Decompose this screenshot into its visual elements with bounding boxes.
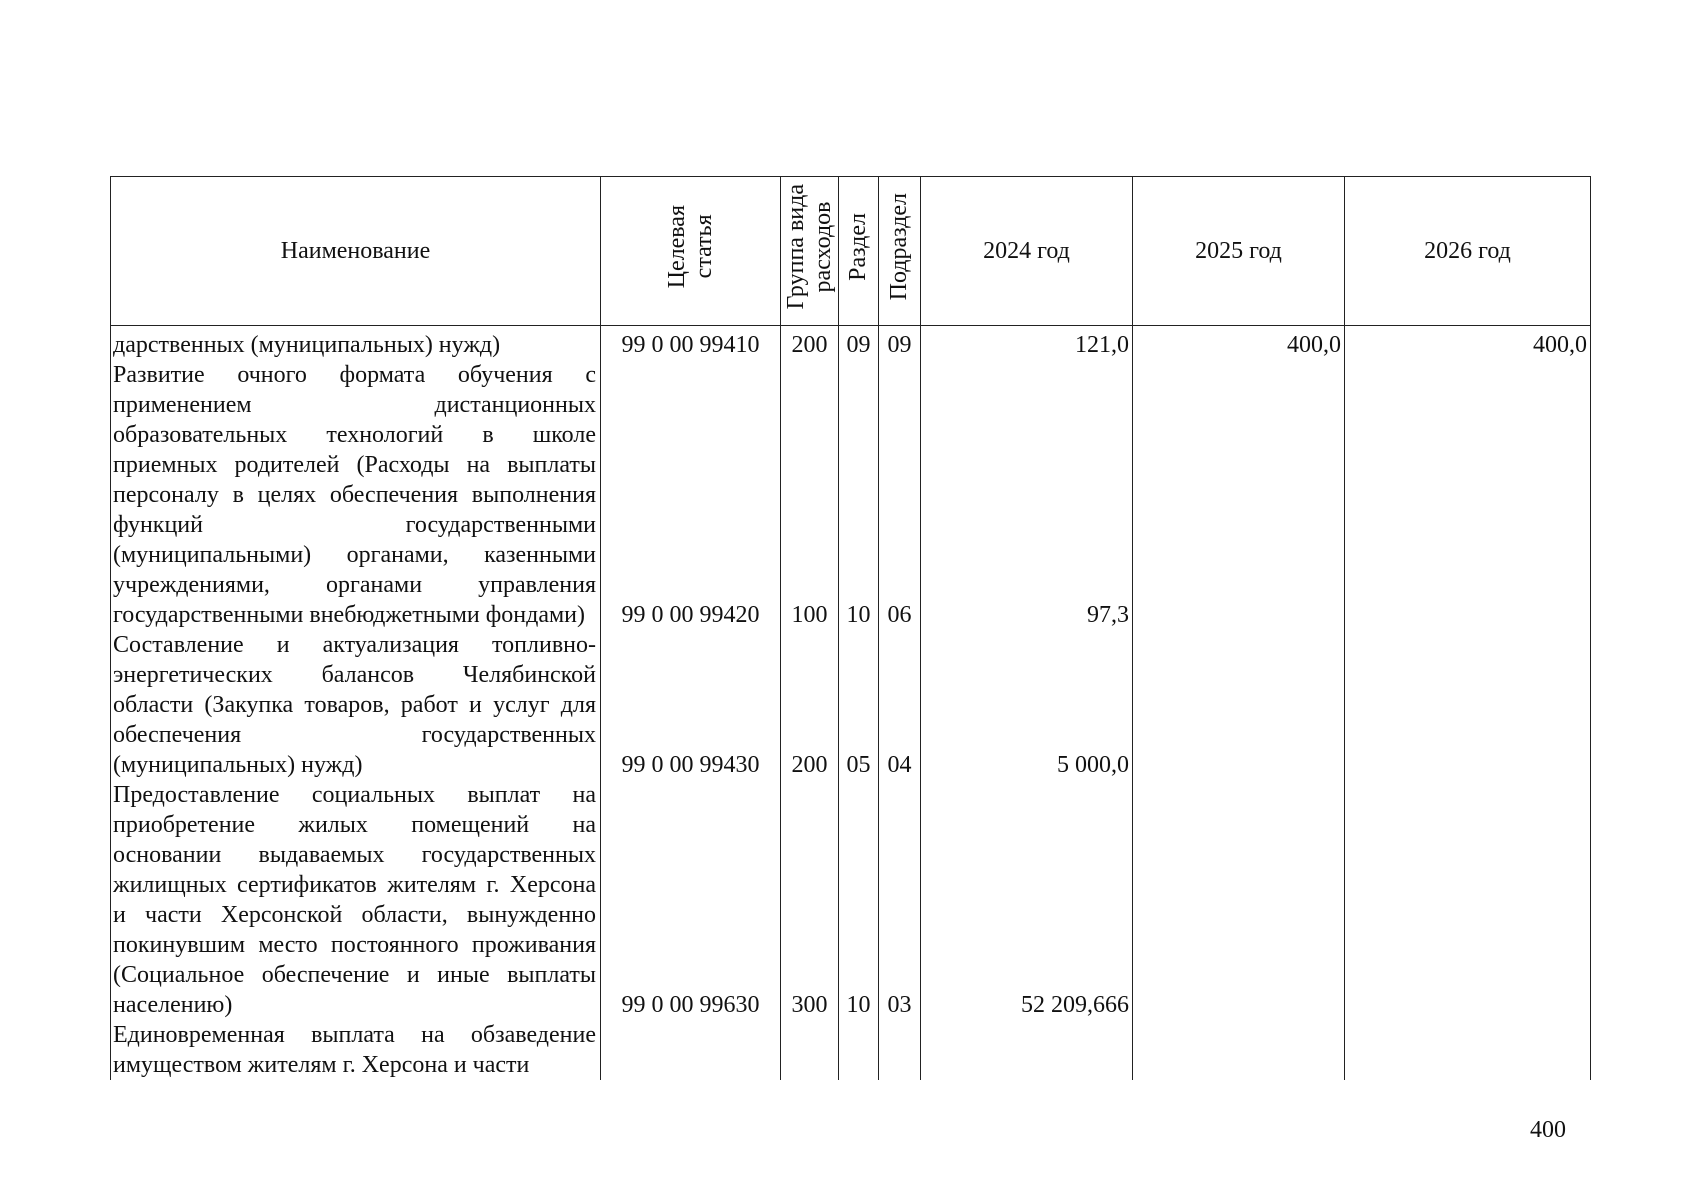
- row-2024: 52 209,666: [921, 780, 1133, 1020]
- table-row: [111, 1020, 1591, 1080]
- row-target-article: [601, 1020, 781, 1080]
- row-name: Единовременная выплата на обзаведение имуществом жителям г. Херсона и части: [111, 1020, 601, 1080]
- row-expense-group: 200: [781, 630, 839, 780]
- row-name: Предоставление социальных выплат на приобретение жилых помещений на основании выдаваемых государственных жилищных сертификатов жителям г. Херсона и части Херсонской области, вынужденно покинувшим место постоянного проживания (Социальное обеспечение и иные выплаты населению): [111, 780, 601, 1020]
- header-row: [111, 177, 1591, 326]
- row-expense-group: [781, 1020, 839, 1080]
- row-2026: [1345, 360, 1591, 630]
- row-target-article: 99 0 00 99630: [601, 780, 781, 1020]
- table-row: [111, 326, 1591, 361]
- row-name: Составление и актуализация топливно-энергетических балансов Челябинской области (Закупка товаров, работ и услуг для обеспечения государственных (муниципальных) нужд): [111, 630, 601, 780]
- row-section: 05: [839, 630, 879, 780]
- row-target-article: 99 0 00 99410: [601, 326, 781, 361]
- row-expense-group: 200: [781, 326, 839, 361]
- row-target-article: 99 0 00 99430: [601, 630, 781, 780]
- row-subsection: [879, 1020, 921, 1080]
- row-2026: [1345, 630, 1591, 780]
- row-expense-group: 300: [781, 780, 839, 1020]
- row-target-article: 99 0 00 99420: [601, 360, 781, 630]
- header-2025: 2025 год: [1133, 177, 1345, 326]
- header-2026: 2026 год: [1345, 177, 1591, 326]
- row-2025: [1133, 630, 1345, 780]
- table-row: [111, 360, 1591, 630]
- row-2025: [1133, 360, 1345, 630]
- header-subsection: Подраздел: [879, 177, 921, 326]
- row-name: Развитие очного формата обучения с применением дистанционных образовательных технологий в школе приемных родителей (Расходы на выплаты персоналу в целях обеспечения выполнения функций государственными (муниципальными) органами, казенными учреждениями, органами управления государственными внебюджетными фондами): [111, 360, 601, 630]
- header-section: Раздел: [839, 177, 879, 326]
- row-section: 09: [839, 326, 879, 361]
- row-2024: [921, 1020, 1133, 1080]
- budget-table: [110, 176, 1591, 1080]
- row-expense-group: 100: [781, 360, 839, 630]
- row-2025: [1133, 780, 1345, 1020]
- row-subsection: 09: [879, 326, 921, 361]
- row-2025: 400,0: [1133, 326, 1345, 361]
- row-subsection: 04: [879, 630, 921, 780]
- row-subsection: 06: [879, 360, 921, 630]
- row-2024: 121,0: [921, 326, 1133, 361]
- header-target-article: Целевая статья: [601, 177, 781, 326]
- header-expense-group: Группа вида расходов: [781, 177, 839, 326]
- page-number: 400: [1530, 1117, 1566, 1143]
- row-2025: [1133, 1020, 1345, 1080]
- header-2024: 2024 год: [921, 177, 1133, 326]
- header-name: Наименование: [111, 177, 601, 326]
- row-subsection: 03: [879, 780, 921, 1020]
- row-name: дарственных (муниципальных) нужд): [111, 326, 601, 361]
- row-2026: [1345, 780, 1591, 1020]
- row-2026: [1345, 1020, 1591, 1080]
- table-row: [111, 780, 1591, 1020]
- row-2024: 5 000,0: [921, 630, 1133, 780]
- table-row: [111, 630, 1591, 780]
- row-2026: 400,0: [1345, 326, 1591, 361]
- row-section: [839, 1020, 879, 1080]
- row-section: 10: [839, 780, 879, 1020]
- row-2024: 97,3: [921, 360, 1133, 630]
- row-section: 10: [839, 360, 879, 630]
